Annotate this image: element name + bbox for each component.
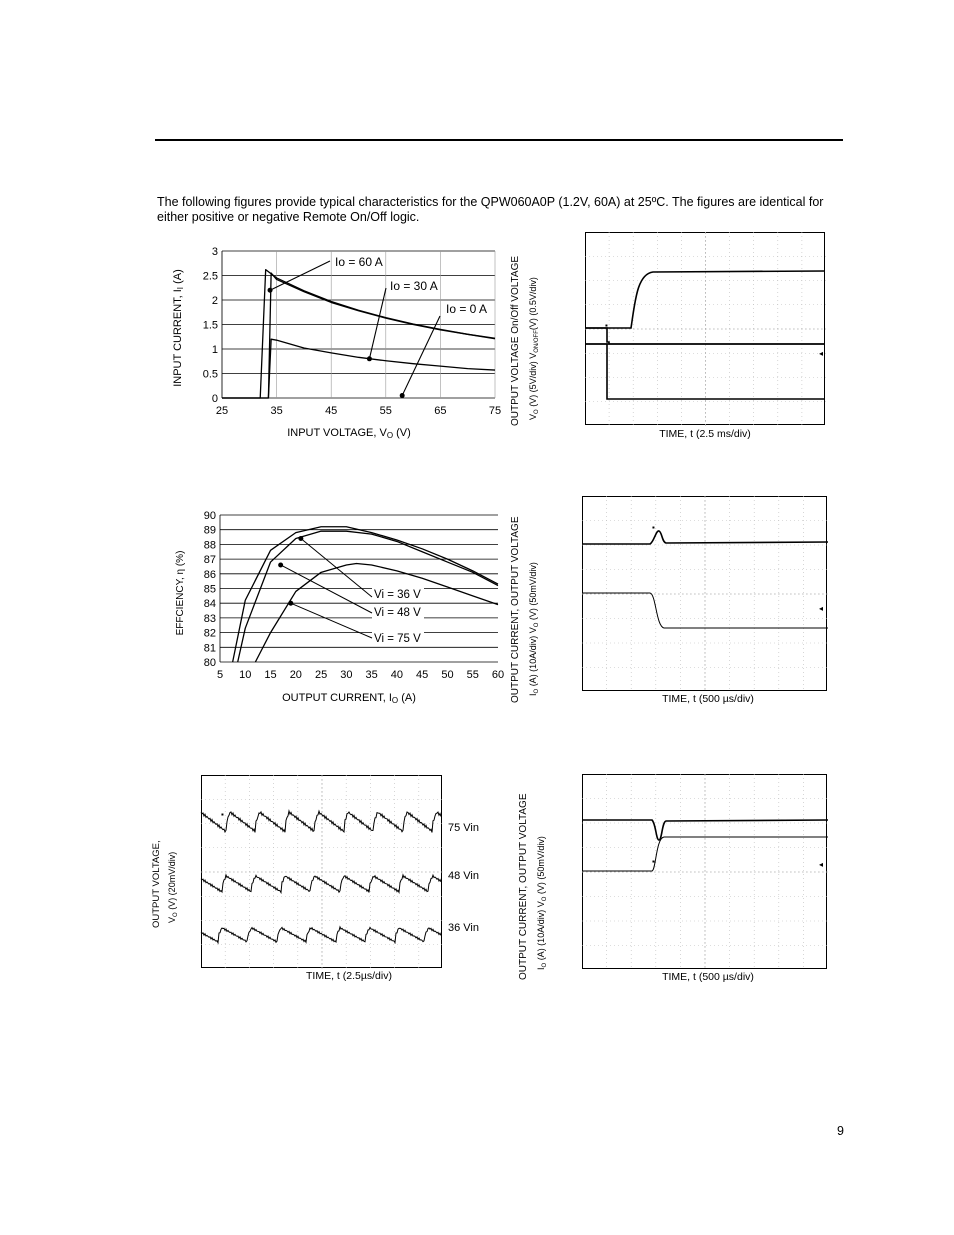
y-tick-label: 0.5 (202, 368, 218, 381)
y-tick-label: 81 (203, 642, 216, 655)
x-tick-label: 60 (491, 669, 505, 681)
fig4-marker-1: ▪ (652, 523, 655, 532)
fig6-xlabel-wrap (582, 970, 828, 986)
x-tick-label: 55 (466, 669, 479, 681)
y-tick-label: 80 (203, 657, 216, 669)
input-characteristic-chart (150, 238, 520, 448)
series-label-1: Vi = 48 V (374, 607, 421, 619)
y-tick-label: 86 (203, 568, 216, 581)
x-tick-label: 65 (434, 405, 447, 417)
y-tick-label: 84 (203, 598, 216, 611)
fig4-marker-2: ◂ (819, 604, 824, 613)
intro-paragraph: The following figures provide typical characteristics for the QPW060A0P (1.2V, 60A) at 25ºC. The figures are identical for either positive or negative Remote On/Off logic. (157, 195, 824, 224)
series-label-75vin: 75 Vin (448, 822, 479, 834)
fig5-marker: ▪ (221, 810, 224, 819)
fig3-xlabel: TIME, t (2.5 ms/div) (659, 428, 751, 440)
x-tick-label: 35 (270, 405, 283, 417)
y-tick-label: 82 (203, 627, 216, 640)
y-tick-label: 89 (203, 524, 216, 537)
leader-arrow-2 (288, 601, 293, 606)
leader-arrow-0 (268, 288, 273, 293)
series-label-0: Io = 60 A (335, 255, 383, 269)
series-label-2: Vi = 75 V (374, 633, 421, 645)
efficiency-chart (150, 505, 520, 715)
x-tick-label: 35 (365, 669, 378, 681)
fig3-xlabel-wrap (585, 427, 826, 443)
series-line-0 (222, 270, 495, 398)
y-tick-label: 1.5 (202, 319, 218, 332)
fig3-marker-1: ▪ (605, 321, 608, 330)
y-tick-label: 87 (203, 554, 216, 567)
y-tick-label: 1 (211, 344, 218, 356)
leader-arrow-2 (400, 393, 405, 398)
fig6-marker-2: ◂ (819, 860, 824, 869)
page-number: 9 (837, 1124, 844, 1138)
fig4-ylabel-top: OUTPUT CURRENT, OUTPUT VOLTAGE (510, 516, 521, 703)
fig1-ylabel: INPUT CURRENT, II (A) (172, 269, 185, 387)
fig6-ylabel-top: OUTPUT CURRENT, OUTPUT VOLTAGE (518, 793, 529, 980)
fig5-xlabel: TIME, t (2.5µs/div) (306, 970, 392, 982)
y-tick-label: 90 (203, 510, 216, 522)
fig6-xlabel: TIME, t (500 µs/div) (662, 971, 754, 983)
fig5-series-labels (446, 815, 506, 935)
series-line-0 (233, 527, 498, 662)
x-tick-label: 30 (340, 669, 353, 681)
leader-line-1 (369, 288, 386, 359)
fig5-ylabels (145, 825, 185, 935)
y-tick-label: 83 (203, 612, 216, 625)
y-tick-label: 0 (211, 393, 218, 405)
fig5-xlabel-wrap (201, 968, 443, 984)
x-tick-label: 45 (416, 669, 429, 681)
header-rule (155, 139, 843, 141)
leader-arrow-1 (367, 356, 372, 361)
x-tick-label: 10 (239, 669, 252, 681)
series-line-1 (238, 531, 498, 662)
series-label-2: Io = 0 A (446, 302, 488, 316)
y-tick-label: 88 (203, 539, 216, 552)
fig3-ylabels (500, 232, 550, 432)
y-tick-label: 3 (211, 246, 218, 258)
fig1-xlabel: INPUT VOLTAGE, VO (V) (287, 427, 411, 440)
series-label-36vin: 36 Vin (448, 922, 479, 934)
fig4-xlabel-wrap (582, 692, 828, 708)
x-tick-label: 20 (289, 669, 302, 681)
startup-scope (585, 232, 826, 426)
fig5-ylabel-bottom: $V_O$ (V) (20mV/div) (167, 851, 179, 923)
series-label-48vin: 48 Vin (448, 870, 479, 882)
fig4-ylabel-bottom: $I_O$ (A) (10A/div) $V_O$ (V) (50mV/div) (528, 562, 540, 696)
x-tick-label: 40 (390, 669, 404, 681)
y-tick-label: 2 (211, 295, 218, 307)
leader-arrow-0 (298, 536, 303, 541)
transient-step-up-scope (582, 496, 828, 692)
x-tick-label: 45 (325, 405, 338, 417)
fig5-ylabel-top: OUTPUT VOLTAGE, (151, 840, 162, 928)
fig2-ylabel: EFFCIENCY, η (%) (175, 550, 186, 636)
x-tick-label: 75 (488, 405, 502, 417)
fig4-ylabels (500, 498, 550, 708)
x-tick-label: 25 (314, 669, 328, 681)
fig6-marker-1: ▪ (652, 857, 655, 866)
x-tick-label: 55 (379, 405, 392, 417)
y-tick-label: 85 (203, 583, 216, 596)
fig4-xlabel: TIME, t (500 µs/div) (662, 693, 754, 705)
series-label-0: Vi = 36 V (374, 589, 421, 601)
series-label-1: Io = 30 A (390, 279, 438, 293)
leader-arrow-1 (278, 562, 283, 567)
transient-step-down-scope (582, 774, 828, 970)
fig2-xlabel: OUTPUT CURRENT, IO (A) (282, 692, 416, 705)
y-tick-label: 2.5 (202, 270, 218, 283)
x-tick-label: 5 (216, 669, 224, 681)
ripple-scope (201, 775, 443, 969)
leader-line-2 (402, 316, 440, 396)
fig3-ylabel-bottom: $V_O$ (V) (5V/div) $V_{ON/OFF}(V)$ (0.5V/div) (528, 277, 540, 420)
fig3-marker-2: ◂ (819, 349, 824, 358)
fig6-ylabel-bottom: $I_O$ (A) (10A/div) $V_O$ (V) (50mV/div) (536, 836, 548, 970)
x-tick-label: 50 (441, 669, 454, 681)
leader-line-1 (281, 565, 372, 613)
x-tick-label: 15 (264, 669, 277, 681)
x-tick-label: 25 (215, 405, 229, 417)
fig3-ylabel-top: OUTPUT VOLTAGE On/Off VOLTAGE (510, 255, 521, 426)
fig6-ylabels (500, 778, 550, 983)
